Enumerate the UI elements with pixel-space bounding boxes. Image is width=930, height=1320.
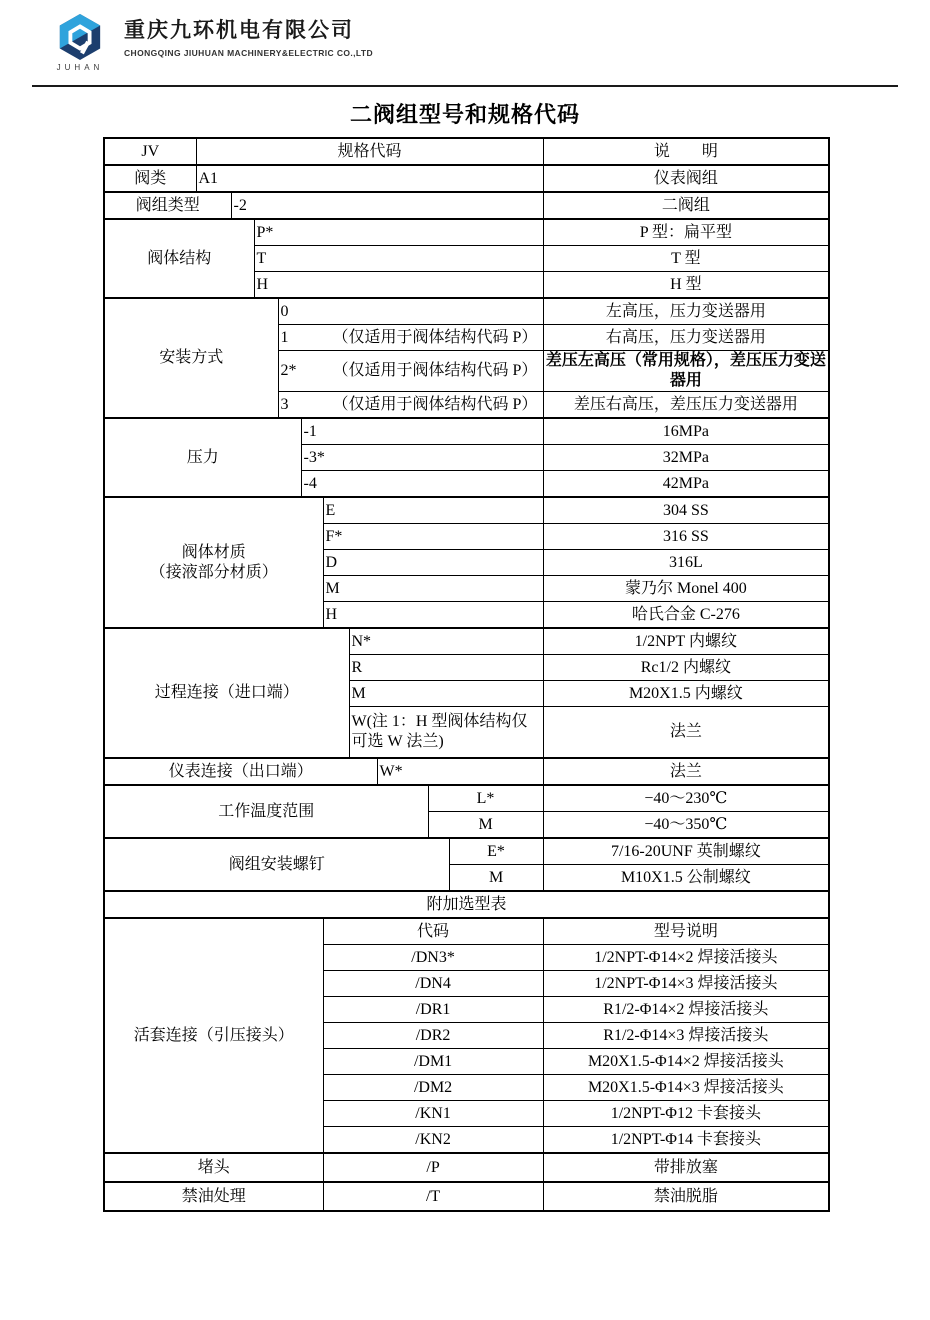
row-label-cell: 过程连接（进口端） xyxy=(104,628,349,758)
table-row xyxy=(104,219,829,246)
code-cell: /DM2 xyxy=(323,1075,543,1101)
desc-cell: 蒙乃尔 Monel 400 xyxy=(543,576,829,602)
desc-cell: 32MPa xyxy=(543,445,829,471)
page-title: 二阀组型号和规格代码 xyxy=(349,102,580,127)
desc-cell: 仪表阀组 xyxy=(543,165,829,192)
desc-cell: H 型 xyxy=(543,272,829,299)
spec-table xyxy=(103,137,830,1212)
desc-cell: 304 SS xyxy=(543,497,829,524)
code-cell: L* xyxy=(428,785,543,812)
company-name-cn: 重庆九环机电有限公司 xyxy=(124,19,354,42)
desc-cell: M20X1.5-Φ14×2 焊接活接头 xyxy=(543,1049,829,1075)
row-label-cell: 堵头 xyxy=(104,1153,323,1182)
addon-banner-row xyxy=(104,891,829,918)
row-label-cell: 活套连接（引压接头） xyxy=(104,918,323,1153)
code-cell: N* xyxy=(349,628,543,655)
table-row xyxy=(104,165,829,192)
desc-cell: R1/2-Φ14×2 焊接活接头 xyxy=(543,997,829,1023)
code-cell: /KN2 xyxy=(323,1127,543,1154)
addon-code-header-cell: 代码 xyxy=(323,918,543,945)
code-cell: A1 xyxy=(196,165,543,192)
header-divider xyxy=(32,85,898,87)
desc-cell: 316L xyxy=(543,550,829,576)
code-cell xyxy=(278,325,543,351)
label-line-2: （接液部分材质） xyxy=(149,563,278,581)
desc-cell: 7/16-20UNF 英制螺纹 xyxy=(543,838,829,865)
table-row xyxy=(104,785,829,812)
code-cell: W(注 1：H 型阀体结构仅可选 W 法兰) xyxy=(349,707,543,759)
code-cell: /DR2 xyxy=(323,1023,543,1049)
juhan-logo-icon xyxy=(52,13,108,61)
code-cell: /KN1 xyxy=(323,1101,543,1127)
row-label-cell: 安装方式 xyxy=(104,298,278,418)
desc-cell: M20X1.5-Φ14×3 焊接活接头 xyxy=(543,1075,829,1101)
code-cell: /DN4 xyxy=(323,971,543,997)
code-cell: T xyxy=(254,246,543,272)
desc-cell: 差压右高压，差压压力变送器用 xyxy=(543,392,829,419)
code-cell: R xyxy=(349,655,543,681)
code-cell: E* xyxy=(449,838,543,865)
table-row xyxy=(104,298,829,325)
code-value: 0 xyxy=(280,302,289,320)
code-cell: /DM1 xyxy=(323,1049,543,1075)
header-desc-cell: 说 明 xyxy=(543,138,829,165)
code-value: 2* xyxy=(280,362,297,379)
code-cell xyxy=(278,351,543,392)
desc-cell: 1/2NPT-Φ14×3 焊接活接头 xyxy=(543,971,829,997)
desc-cell: 禁油脱脂 xyxy=(543,1182,829,1211)
table-row xyxy=(104,192,829,219)
desc-cell: 哈氏合金 C-276 xyxy=(543,602,829,629)
code-cell: /DN3* xyxy=(323,945,543,971)
row-label-cell xyxy=(104,497,323,628)
row-label-cell: 阀组类型 xyxy=(104,192,231,219)
table-row xyxy=(104,838,829,865)
row-label-cell: 压力 xyxy=(104,418,301,497)
code-cell: M xyxy=(428,812,543,839)
desc-cell: 法兰 xyxy=(543,758,829,785)
desc-cell: 法兰 xyxy=(543,707,829,759)
desc-cell: 1/2NPT-Φ14×2 焊接活接头 xyxy=(543,945,829,971)
code-cell xyxy=(278,392,543,419)
company-logo xyxy=(50,13,110,72)
code-cell: W* xyxy=(377,758,543,785)
desc-cell: 带排放塞 xyxy=(543,1153,829,1182)
desc-cell: M10X1.5 公制螺纹 xyxy=(543,865,829,892)
code-value: 1 xyxy=(280,328,289,346)
table-row xyxy=(104,918,829,945)
desc-cell: T 型 xyxy=(543,246,829,272)
code-cell: H xyxy=(254,272,543,299)
desc-cell: R1/2-Φ14×3 焊接活接头 xyxy=(543,1023,829,1049)
table-row xyxy=(104,497,829,524)
desc-cell: −40～350℃ xyxy=(543,812,829,839)
logo-wordmark: JUHAN xyxy=(56,63,104,72)
desc-cell: P 型：扁平型 xyxy=(543,219,829,246)
header-spec-cell: 规格代码 xyxy=(196,138,543,165)
code-cell: /DR1 xyxy=(323,997,543,1023)
desc-cell: 二阀组 xyxy=(543,192,829,219)
code-cell: F* xyxy=(323,524,543,550)
desc-cell: −40～230℃ xyxy=(543,785,829,812)
desc-cell: 316 SS xyxy=(543,524,829,550)
code-cell: M xyxy=(449,865,543,892)
desc-cell: Rc1/2 内螺纹 xyxy=(543,655,829,681)
code-cell: E xyxy=(323,497,543,524)
desc-cell: M20X1.5 内螺纹 xyxy=(543,681,829,707)
table-row xyxy=(104,758,829,785)
row-label-cell: 仪表连接（出口端） xyxy=(104,758,377,785)
code-cell: /P xyxy=(323,1153,543,1182)
code-cell: -4 xyxy=(301,471,543,498)
desc-cell: 42MPa xyxy=(543,471,829,498)
letterhead xyxy=(50,13,373,72)
code-cell: -1 xyxy=(301,418,543,445)
code-cell: -2 xyxy=(231,192,543,219)
code-cell: P* xyxy=(254,219,543,246)
desc-cell: 1/2NPT-Φ12 卡套接头 xyxy=(543,1101,829,1127)
company-name-en: CHONGQING JIUHUAN MACHINERY&ELECTRIC CO.,LTD xyxy=(124,48,373,59)
desc-cell: 差压左高压（常用规格），差压压力变送器用 xyxy=(543,351,829,392)
code-cell: H xyxy=(323,602,543,629)
desc-cell: 1/2NPT 内螺纹 xyxy=(543,628,829,655)
desc-cell: 1/2NPT-Φ14 卡套接头 xyxy=(543,1127,829,1154)
table-row xyxy=(104,418,829,445)
table-row xyxy=(104,1182,829,1211)
desc-cell: 右高压，压力变送器用 xyxy=(543,325,829,351)
code-note: （仅适用于阀体结构代码 P） xyxy=(332,328,538,346)
row-label-cell: 阀组安装螺钉 xyxy=(104,838,449,891)
code-value: 3 xyxy=(280,395,289,413)
code-cell xyxy=(278,298,543,325)
addon-desc-header-cell: 型号说明 xyxy=(543,918,829,945)
table-header-row xyxy=(104,138,829,165)
row-label-cell: 工作温度范围 xyxy=(104,785,428,838)
desc-cell: 16MPa xyxy=(543,418,829,445)
row-label-cell: 阀类 xyxy=(104,165,196,192)
code-cell: M xyxy=(323,576,543,602)
row-label-cell: 禁油处理 xyxy=(104,1182,323,1211)
addon-banner-cell: 附加选型表 xyxy=(104,891,829,918)
company-block xyxy=(124,13,373,58)
code-note: （仅适用于阀体结构代码 P） xyxy=(332,395,538,413)
label-line-1: 阀体材质 xyxy=(181,543,246,561)
table-row xyxy=(104,1153,829,1182)
code-cell: /T xyxy=(323,1182,543,1211)
code-cell: D xyxy=(323,550,543,576)
code-cell: -3* xyxy=(301,445,543,471)
code-cell: M xyxy=(349,681,543,707)
code-note: （仅适用于阀体结构代码 P） xyxy=(332,362,538,379)
desc-cell: 左高压，压力变送器用 xyxy=(543,298,829,325)
row-label-cell: 阀体结构 xyxy=(104,219,254,298)
table-row xyxy=(104,628,829,655)
header-jv-cell: JV xyxy=(104,138,196,165)
